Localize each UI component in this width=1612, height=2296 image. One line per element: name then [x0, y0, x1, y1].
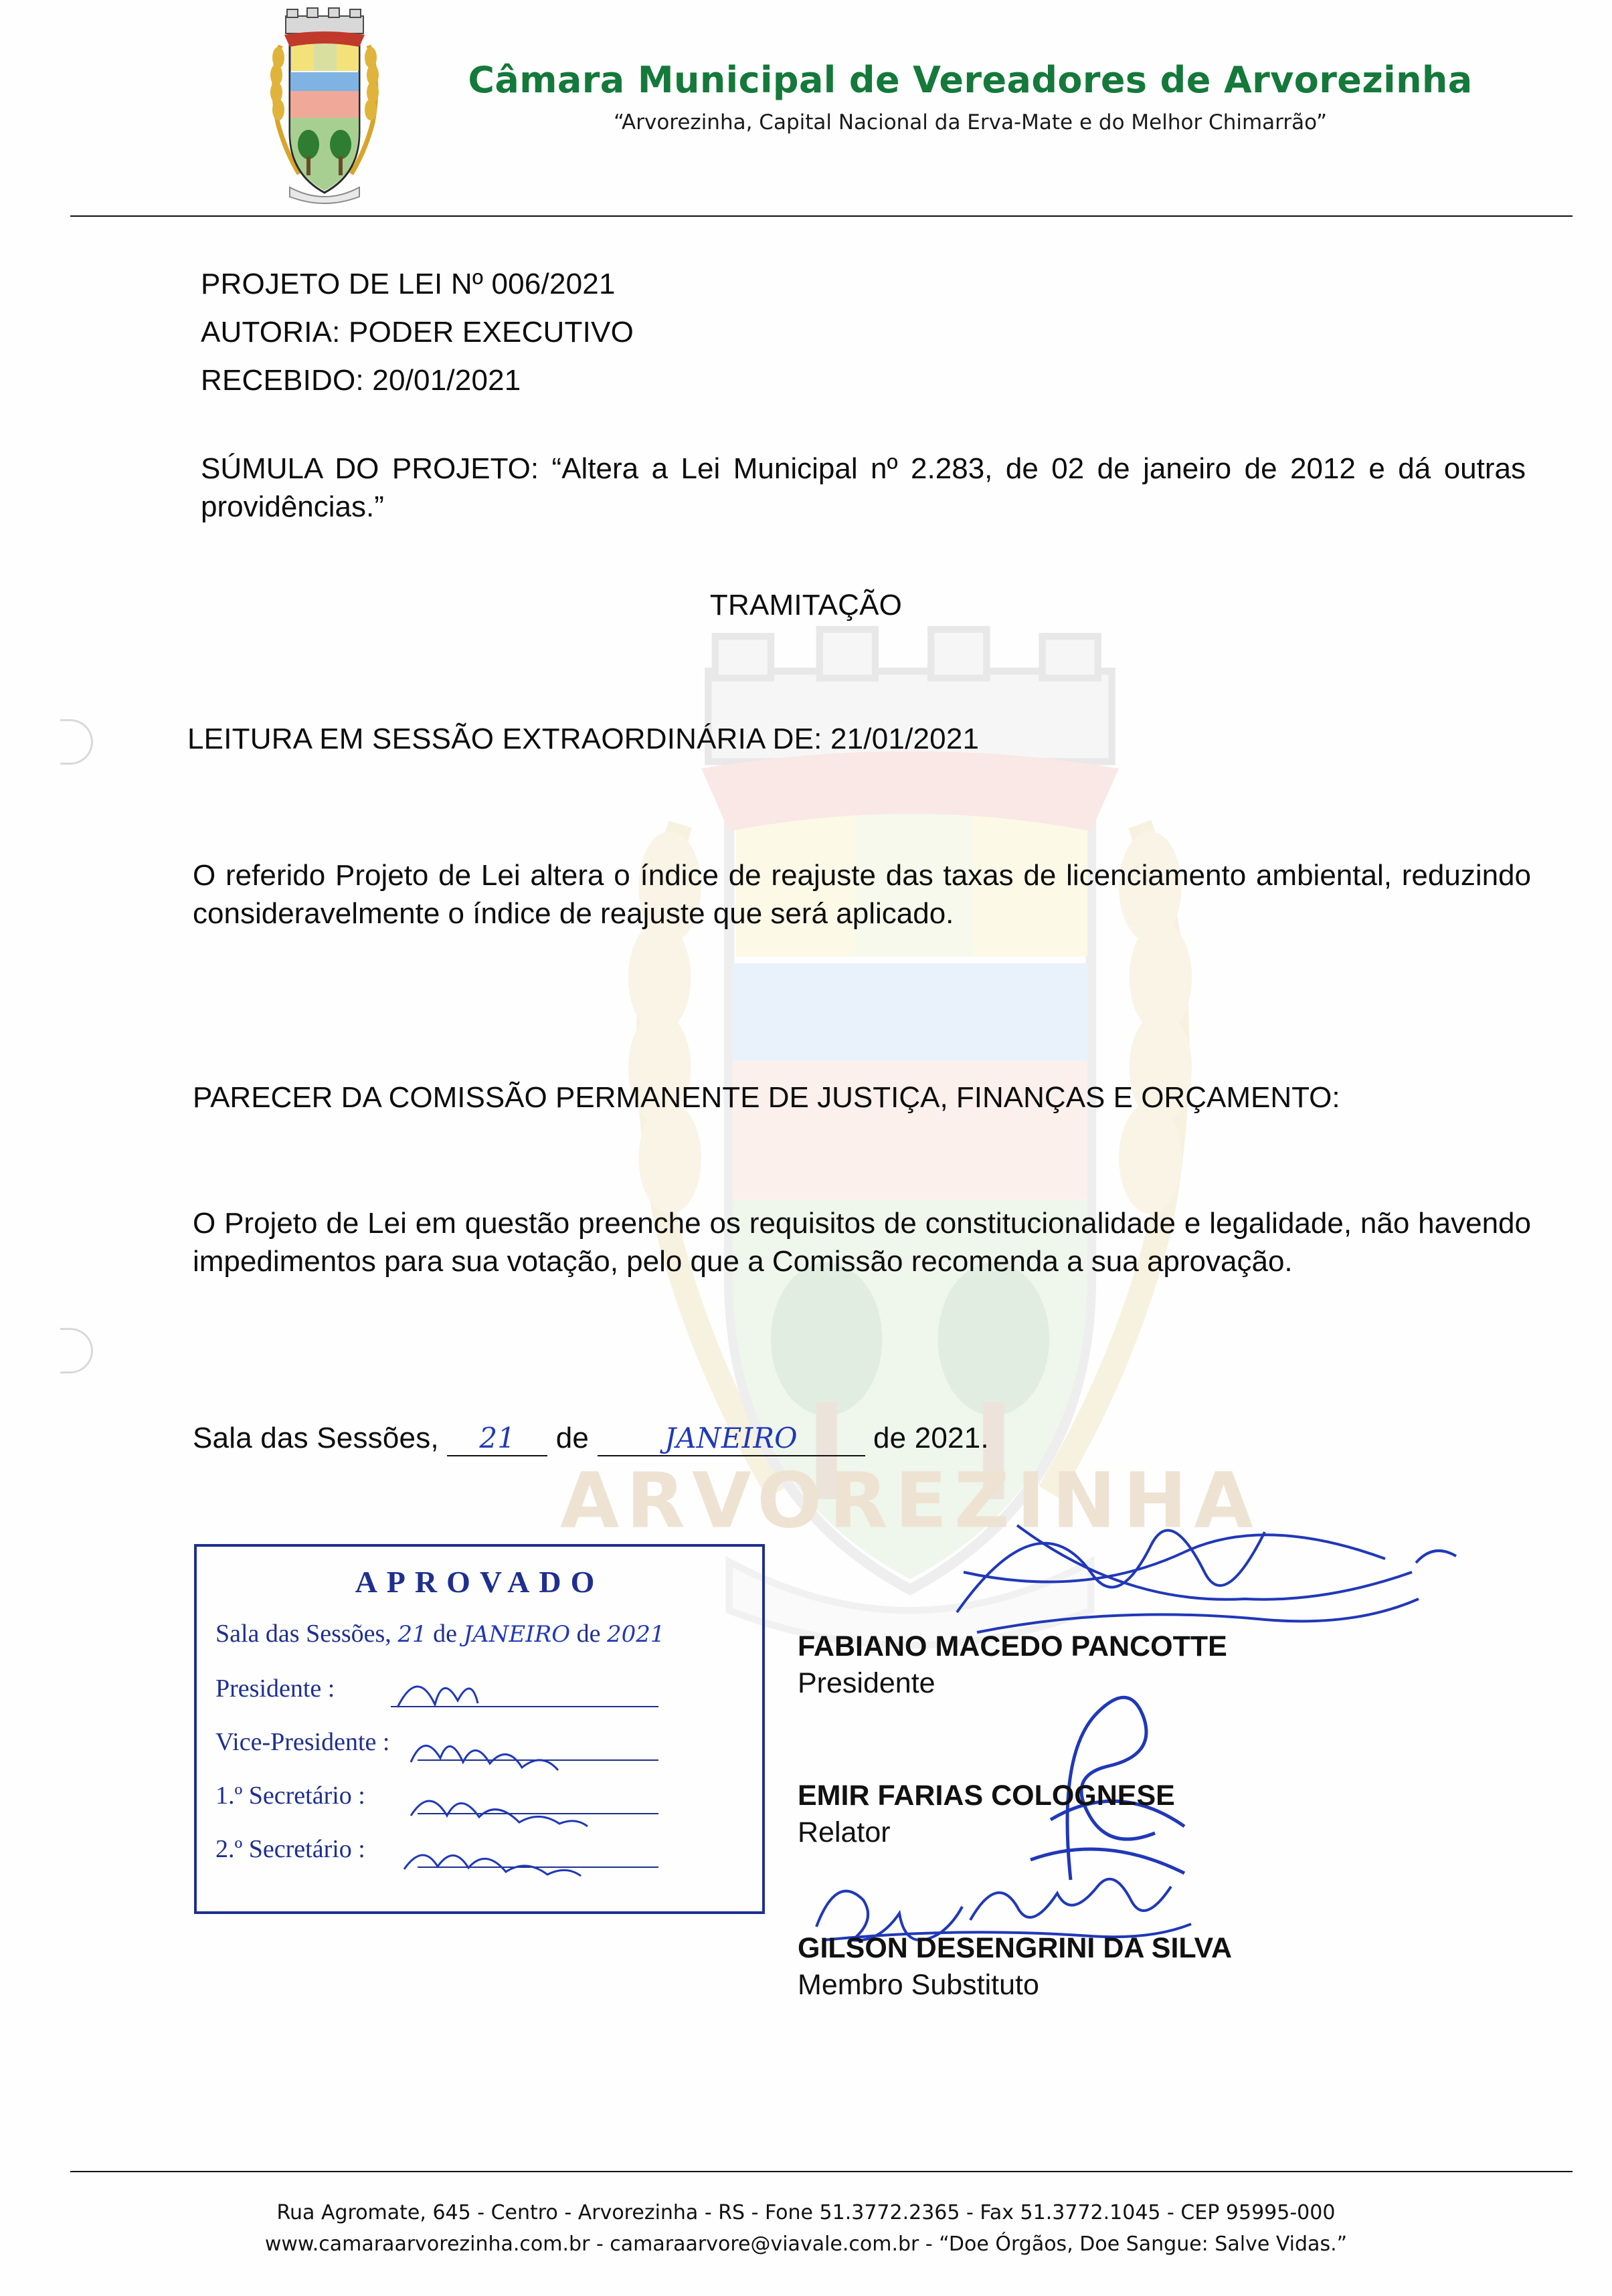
project-number-line: PROJETO DE LEI Nº 006/2021: [201, 268, 616, 300]
stamp-session-de: de: [433, 1620, 457, 1648]
reading-paragraph: O referido Projeto de Lei altera o índice de reajuste das taxas de licenciamento ambiental, reduzindo consideravelmente o índice de reajuste que será aplicado.: [193, 859, 1531, 931]
signature-name-membro: GILSON DESENGRINI DA SILVA: [798, 1932, 1233, 1964]
reading-session-line: LEITURA EM SESSÃO EXTRAORDINÁRIA DE: 21/01/2021: [187, 723, 980, 755]
approval-stamp: [194, 1544, 765, 1914]
stamp-session-month: JANEIRO: [463, 1621, 571, 1648]
stamp-signature-line: [391, 1706, 658, 1707]
institution-slogan: “Arvorezinha, Capital Nacional da Erva-Mate e do Melhor Chimarrão”: [613, 110, 1328, 134]
signature-name-presidente: FABIANO MACEDO PANCOTTE: [798, 1630, 1227, 1662]
stamp-row-vice-presidente: Vice-Presidente :: [215, 1728, 390, 1756]
signature-role-relator: Relator: [798, 1816, 891, 1848]
session-day-value: 21: [479, 1422, 516, 1454]
stamp-session-row: [215, 1619, 665, 1648]
institution-title: Câmara Municipal de Vereadores de Arvorezinha: [468, 59, 1473, 101]
signature-role-presidente: Presidente: [798, 1667, 935, 1699]
footer-divider: [70, 2171, 1573, 2172]
ink-mark: [1412, 1539, 1465, 1572]
stamp-session-label: Sala das Sessões,: [215, 1620, 391, 1648]
stamp-session-day: 21: [397, 1621, 427, 1648]
session-date-line: [193, 1422, 989, 1456]
session-de-2: de 2021.: [873, 1422, 989, 1454]
signature-name-relator: EMIR FARIAS COLOGNESE: [798, 1780, 1175, 1812]
session-de-1: de: [555, 1422, 590, 1454]
stamp-session-year: 2021: [607, 1621, 665, 1648]
project-summary: SÚMULA DO PROJETO: “Altera a Lei Municipal nº 2.283, de 02 de janeiro de 2012 e dá outras providências.”: [201, 452, 1526, 524]
session-prefix: Sala das Sessões,: [193, 1422, 439, 1454]
signature-scribble-presidente: [937, 1499, 1445, 1652]
footer-contact-line: www.camaraarvorezinha.com.br - camaraarvore@viavale.com.br - “Doe Órgãos, Doe Sangue: Salve Vidas.”: [264, 2232, 1348, 2256]
stamp-signature-line: [418, 1759, 658, 1761]
stamp-signature-line: [418, 1867, 658, 1868]
svg-text:ARVOREZINHA: ARVOREZINHA: [559, 1456, 1261, 1545]
stamp-signature-line: [418, 1813, 658, 1814]
received-line: RECEBIDO: 20/01/2021: [201, 364, 521, 397]
stamp-title: APROVADO: [355, 1565, 604, 1599]
session-month-value: JANEIRO: [664, 1422, 798, 1454]
stamp-row-segundo-secretario: 2.º Secretário :: [215, 1835, 365, 1863]
stamp-row-primeiro-secretario: 1.º Secretário :: [215, 1782, 365, 1810]
authorship-line: AUTORIA: PODER EXECUTIVO: [201, 316, 634, 349]
section-title-tramitacao: TRAMITAÇÃO: [709, 589, 903, 621]
stamp-row-presidente: Presidente :: [215, 1675, 335, 1703]
footer-address-line: Rua Agromate, 645 - Centro - Arvorezinha - RS - Fone 51.3772.2365 - Fax 51.3772.1045 - CEP 95995-000: [276, 2201, 1336, 2224]
stamp-handwritten-signatures: [371, 1660, 745, 1881]
document-footer: [0, 2198, 1612, 2260]
opinion-heading: PARECER DA COMISSÃO PERMANENTE DE JUSTIÇA, FINANÇAS E ORÇAMENTO:: [193, 1081, 1340, 1114]
opinion-paragraph: O Projeto de Lei em questão preenche os requisitos de constitucionalidade e legalidade, não havendo impedimentos para sua votação, pelo que a Comissão recomenda a sua aprovação.: [193, 1207, 1531, 1278]
signature-role-membro: Membro Substituto: [798, 1969, 1039, 2001]
stamp-session-de2: de: [576, 1620, 601, 1648]
